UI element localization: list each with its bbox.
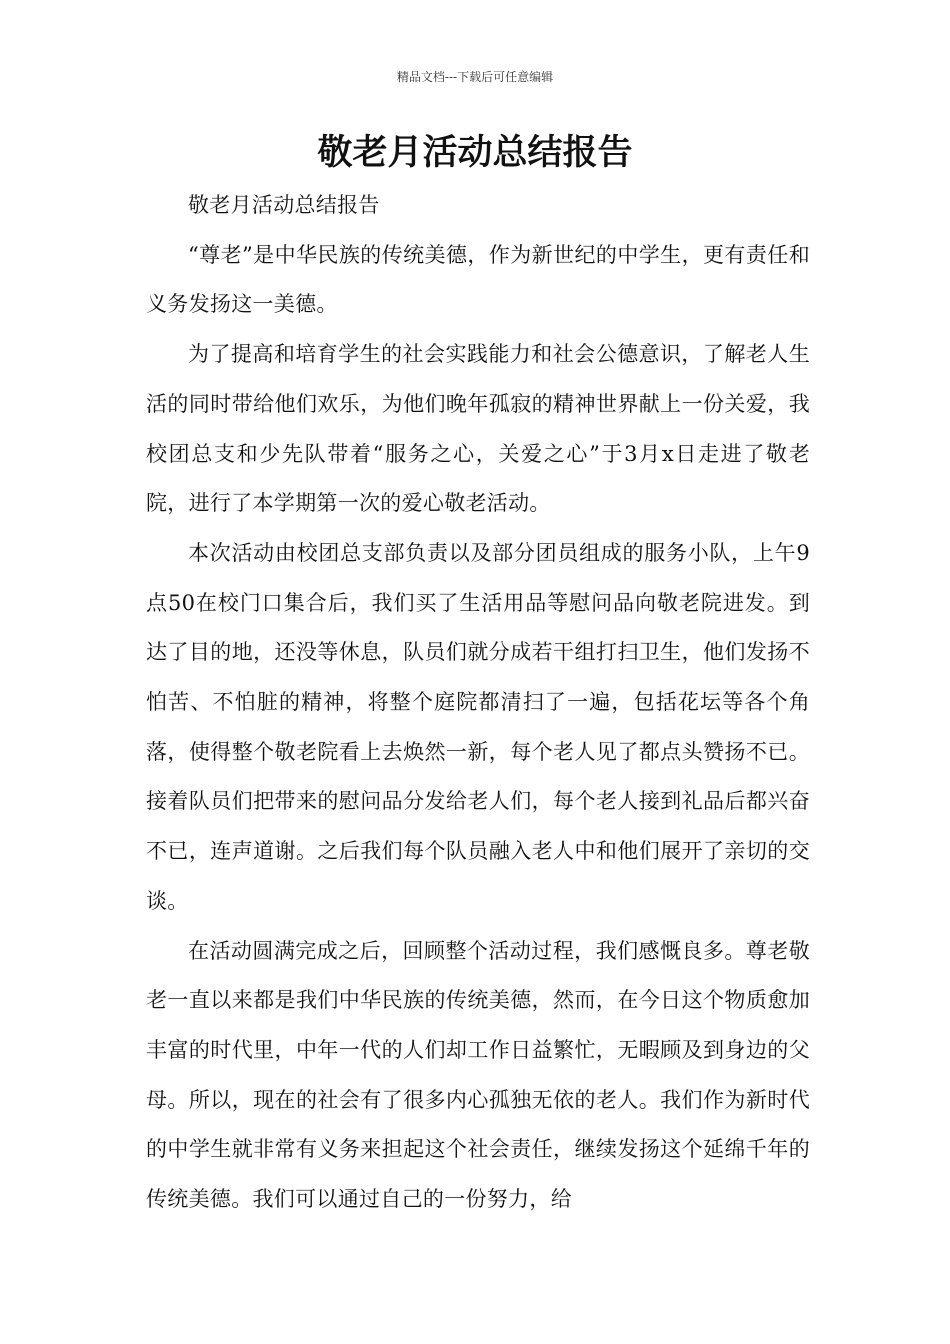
body-paragraph: 敬老月活动总结报告 xyxy=(188,193,380,217)
document-title: 敬老月活动总结报告 xyxy=(317,133,633,173)
body-paragraph: 本次活动由校团总支部负责以及部分团员组成的服务小队，上午9点50在校门口集合后，我们买了生活用品等慰问品向敬老院进发。到达了目的地，还没等休息，队员们就分成若干组打扫卫生，他们发扬不怕苦、不怕脏的精神，将整个庭院都清扫了一遍，包括花坛等各个角落，使得整个敬老院看上去焕然一新，每个老人见了都点头赞扬不已。接着队员们把带来的慰问品分发给老人们，每个老人接到礼品后都兴奋不已，连声道谢。之后我们每个队员融入老人中和他们展开了亲切的交谈。 xyxy=(146,540,810,913)
document-body xyxy=(146,181,810,1225)
body-paragraph: 为了提高和培育学生的社会实践能力和社会公德意识，了解老人生活的同时带给他们欢乐，为他们晚年孤寂的精神世界献上一份关爱，我校团总支和少先队带着“服务之心，关爱之心”于3月x日走进了敬老院，进行了本学期第一次的爱心敬老活动。 xyxy=(146,342,810,516)
page-header: 精品文档---下载后可任意编辑 xyxy=(396,70,554,84)
body-paragraph: “尊老”是中华民族的传统美德，作为新世纪的中学生，更有责任和义务发扬这一美德。 xyxy=(146,242,810,317)
body-paragraph: 在活动圆满完成之后，回顾整个活动过程，我们感慨良多。尊老敬老一直以来都是我们中华民族的传统美德，然而，在今日这个物质愈加丰富的时代里，中年一代的人们却工作日益繁忙，无暇顾及到身边的父母。所以，现在的社会有了很多内心孤独无依的老人。我们作为新时代的中学生就非常有义务来担起这个社会责任，继续发扬这个延绵千年的传统美德。我们可以通过自己的一份努力，给 xyxy=(146,938,810,1212)
